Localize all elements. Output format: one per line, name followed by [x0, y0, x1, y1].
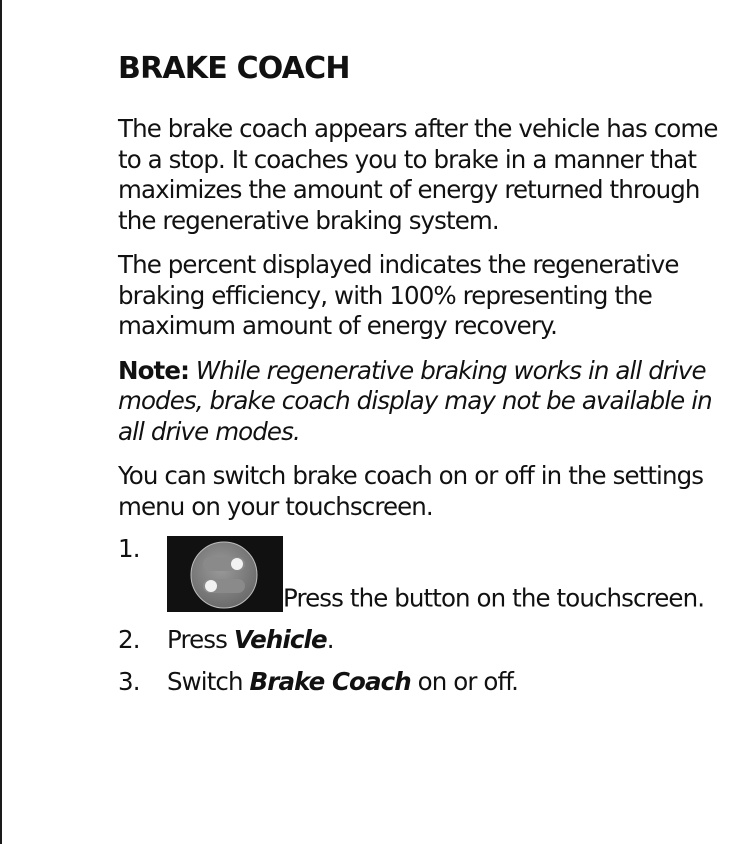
step-emphasis-brake-coach: Brake Coach	[249, 666, 411, 696]
note-label: Note:	[118, 355, 189, 385]
step-suffix: .	[326, 625, 334, 654]
step-item	[118, 536, 718, 614]
note-text: While regenerative braking works in all drive modes, brake coach display may not be available in all drive modes.	[118, 355, 712, 446]
step-number: 2.	[118, 625, 140, 654]
step-item	[118, 625, 718, 656]
section-title: BRAKE COACH	[118, 51, 350, 86]
step-number: 1.	[118, 534, 140, 563]
step-number: 3.	[118, 666, 140, 696]
paragraph-brake-coach-intro: The brake coach appears after the vehicle has come to a stop. It coaches you to brake in a manner that maximizes the amount of energy returned through the regenerative braking system.	[118, 114, 718, 235]
step-suffix: on or off.	[410, 666, 519, 696]
step-emphasis-vehicle: Vehicle	[233, 625, 327, 654]
page-left-border	[0, 0, 2, 844]
note-paragraph	[118, 356, 718, 448]
steps-list	[118, 536, 718, 697]
manual-section	[118, 50, 718, 708]
step-prefix: Switch	[167, 666, 250, 696]
step-item	[118, 667, 718, 698]
paragraph-settings-intro: You can switch brake coach on or off in the settings menu on your touchscreen.	[118, 461, 704, 521]
step-text: Press the button on the touchscreen.	[283, 583, 705, 613]
paragraph-percent-explanation: The percent displayed indicates the regenerative braking efficiency, with 100% representing the maximum amount of energy recovery.	[118, 250, 679, 340]
settings-toggle-icon	[167, 536, 283, 612]
step-prefix: Press	[167, 625, 234, 654]
